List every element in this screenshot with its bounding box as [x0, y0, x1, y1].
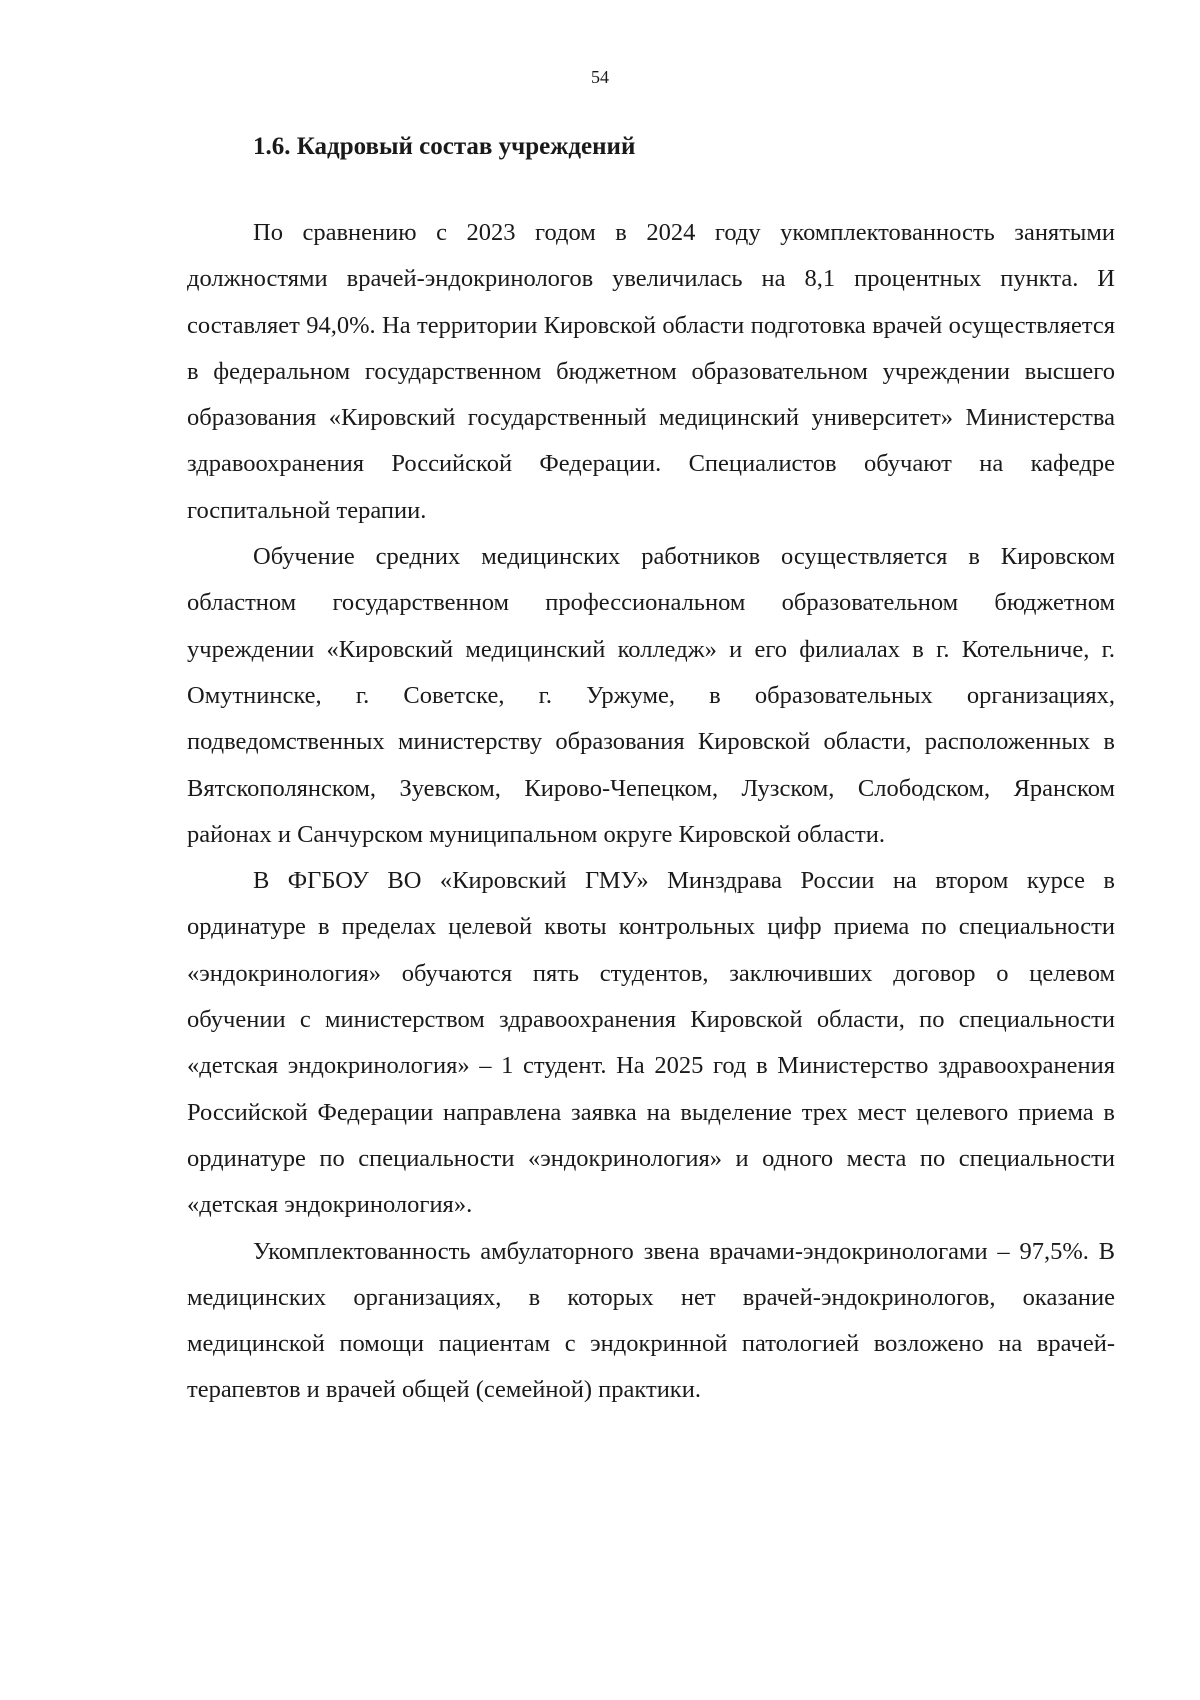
paragraph-training-doctors: По сравнению с 2023 годом в 2024 году укомплектованность занятыми должностями врачей-эндокринологов увеличилась на 8,1 процентных пункта. И составляет 94,0%. На территории Кировской области подготовка врачей осуществляется в федеральном государственном бюджетном образовательном учреждении высшего образования «Кировский государственный медицинский университет» Министерства здравоохранения Российской Федерации. Специалистов обучают на кафедре госпитальной терапии. — [187, 219, 1115, 524]
body-text — [187, 210, 1115, 1414]
paragraph-staffing: Укомплектованность амбулаторного звена врачами-эндокринологами – 97,5%. В медицинских организациях, в которых нет врачей-эндокринологов, оказание медицинской помощи пациентам с эндокринной патологией возложено на врачей-терапевтов и врачей общей (семейной) практики. — [187, 1237, 1115, 1404]
section-heading: 1.6. Кадровый состав учреждений — [253, 133, 636, 160]
paragraph-training-nurses: Обучение средних медицинских работников осуществляется в Кировском областном государственном профессиональном образовательном бюджетном учреждении «Кировский медицинский колледж» и его филиалах в г. Котельниче, г. Омутнинске, г. Советске, г. Уржуме, в образовательных организациях, подведомственных министерству образования Кировской области, расположенных в Вятскополянском, Зуевском, Кирово-Чепецком, Лузском, Слободском, Яранском районах и Санчурском муниципальном округе Кировской области. — [187, 543, 1115, 848]
page-number: 54 — [591, 67, 609, 87]
paragraph-residency: В ФГБОУ ВО «Кировский ГМУ» Минздрава России на втором курсе в ординатуре в пределах целевой квоты контрольных цифр приема по специальности «эндокринология» обучаются пять студентов, заключивших договор о целевом обучении с министерством здравоохранения Кировской области, по специальности «детская эндокринология» – 1 студент. На 2025 год в Министерство здравоохранения Российской Федерации направлена заявка на выделение трех мест целевого приема в ординатуре по специальности «эндокринология» и одного места по специальности «детская эндокринология». — [187, 867, 1115, 1219]
